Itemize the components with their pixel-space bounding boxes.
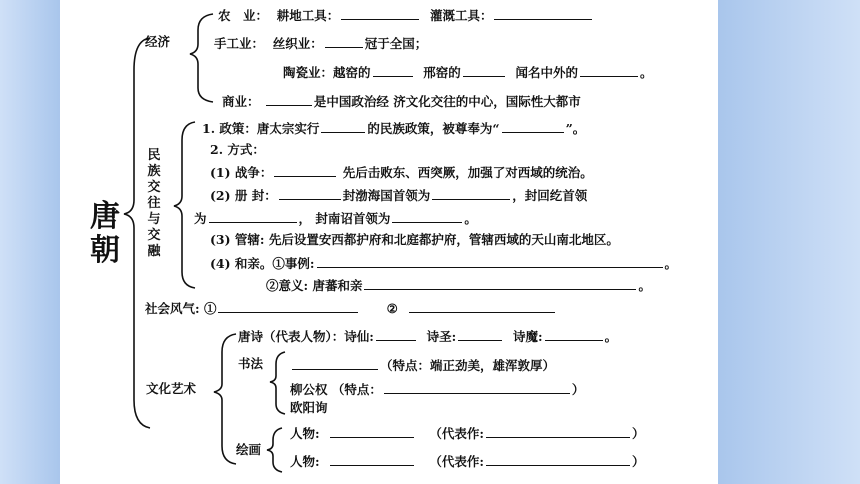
blank-field[interactable]	[392, 210, 462, 223]
blank-field[interactable]	[330, 425, 414, 438]
blank-field[interactable]	[364, 277, 636, 290]
blank-field[interactable]	[409, 300, 555, 313]
blank-field[interactable]	[463, 64, 505, 77]
blank-field[interactable]	[321, 120, 365, 133]
blank-field[interactable]	[545, 328, 603, 341]
blank-field[interactable]	[376, 328, 416, 341]
blank-field[interactable]	[432, 187, 510, 200]
blank-field[interactable]	[486, 425, 630, 438]
culture-label: 文化艺术	[146, 381, 197, 396]
blank-field[interactable]	[279, 187, 341, 200]
calligraphy-row-2: 柳公权 （特点： ）	[290, 382, 585, 397]
agriculture-row: 农 业： 耕地工具： 灌溉工具：	[218, 7, 594, 24]
blank-field[interactable]	[317, 255, 663, 268]
painting-row-2: 人物: （代表作: ）	[290, 454, 645, 469]
dynasty-title: 唐朝	[90, 199, 120, 268]
blank-field[interactable]	[330, 453, 414, 466]
handicraft-row: 手工业： 丝织业： 冠于全国；	[214, 36, 428, 51]
blank-field[interactable]	[384, 381, 570, 394]
blank-field[interactable]	[209, 210, 297, 223]
blank-field[interactable]	[458, 328, 502, 341]
economy-label: 经济	[145, 34, 171, 49]
war-row: (1) 战争： 先后击败东、西突厥，加强了对西域的统治。	[210, 165, 593, 180]
blank-field[interactable]	[486, 453, 630, 466]
blank-field[interactable]	[373, 64, 413, 77]
enfeoff-row: (2) 册 封： 封渤海国首领为 ，封回纥首领	[210, 188, 588, 203]
blank-field[interactable]	[580, 64, 638, 77]
heqin-row: (4) 和亲。①事例: 。	[210, 256, 678, 271]
meaning-row: ②意义: 唐蕃和亲 。	[266, 278, 651, 293]
policy-row: 1. 政策：唐太宗实行 的民族政策，被尊奉为“ ”。	[202, 121, 586, 136]
painting-label: 绘画	[236, 442, 262, 457]
economy-brace	[190, 14, 213, 102]
calligraphy-row-3: 欧阳询	[290, 400, 328, 415]
culture-brace	[214, 334, 236, 464]
method-row: 2. 方式：	[210, 142, 265, 157]
painting-brace	[267, 428, 282, 472]
blank-field[interactable]	[325, 35, 363, 48]
enfeoff-row-2: 为 ， 封南诏首领为 。	[194, 211, 477, 226]
social-row: 社会风气: ① ②	[145, 300, 557, 317]
calligraphy-label: 书法	[238, 356, 264, 371]
govern-row: (3) 管辖: 先后设置安西都护府和北庭都护府，管辖西域的天山南北地区。	[210, 232, 619, 247]
calligraphy-brace	[270, 352, 285, 414]
blank-field[interactable]	[274, 164, 336, 177]
blank-field[interactable]	[494, 7, 592, 20]
ethnic-brace	[174, 122, 195, 288]
blank-field[interactable]	[266, 93, 312, 106]
blank-field[interactable]	[341, 7, 419, 20]
ethnic-label: 民族交往与交融	[147, 148, 161, 259]
poetry-row: 唐诗（代表人物）：诗仙: 诗圣: 诗魔: 。	[238, 329, 618, 344]
commerce-row: 商业： 是中国政治经 济文化交往的中心，国际性大都市	[222, 94, 581, 109]
calligraphy-row-1: （特点：端正劲美，雄浑敦厚）	[290, 357, 555, 374]
blank-field[interactable]	[292, 357, 378, 370]
blank-field[interactable]	[218, 300, 358, 313]
ceramic-row: 陶瓷业：越窑的 邢窑的 闻名中外的 。	[283, 65, 653, 80]
blank-field[interactable]	[502, 120, 564, 133]
painting-row-1: 人物: （代表作: ）	[290, 426, 645, 441]
